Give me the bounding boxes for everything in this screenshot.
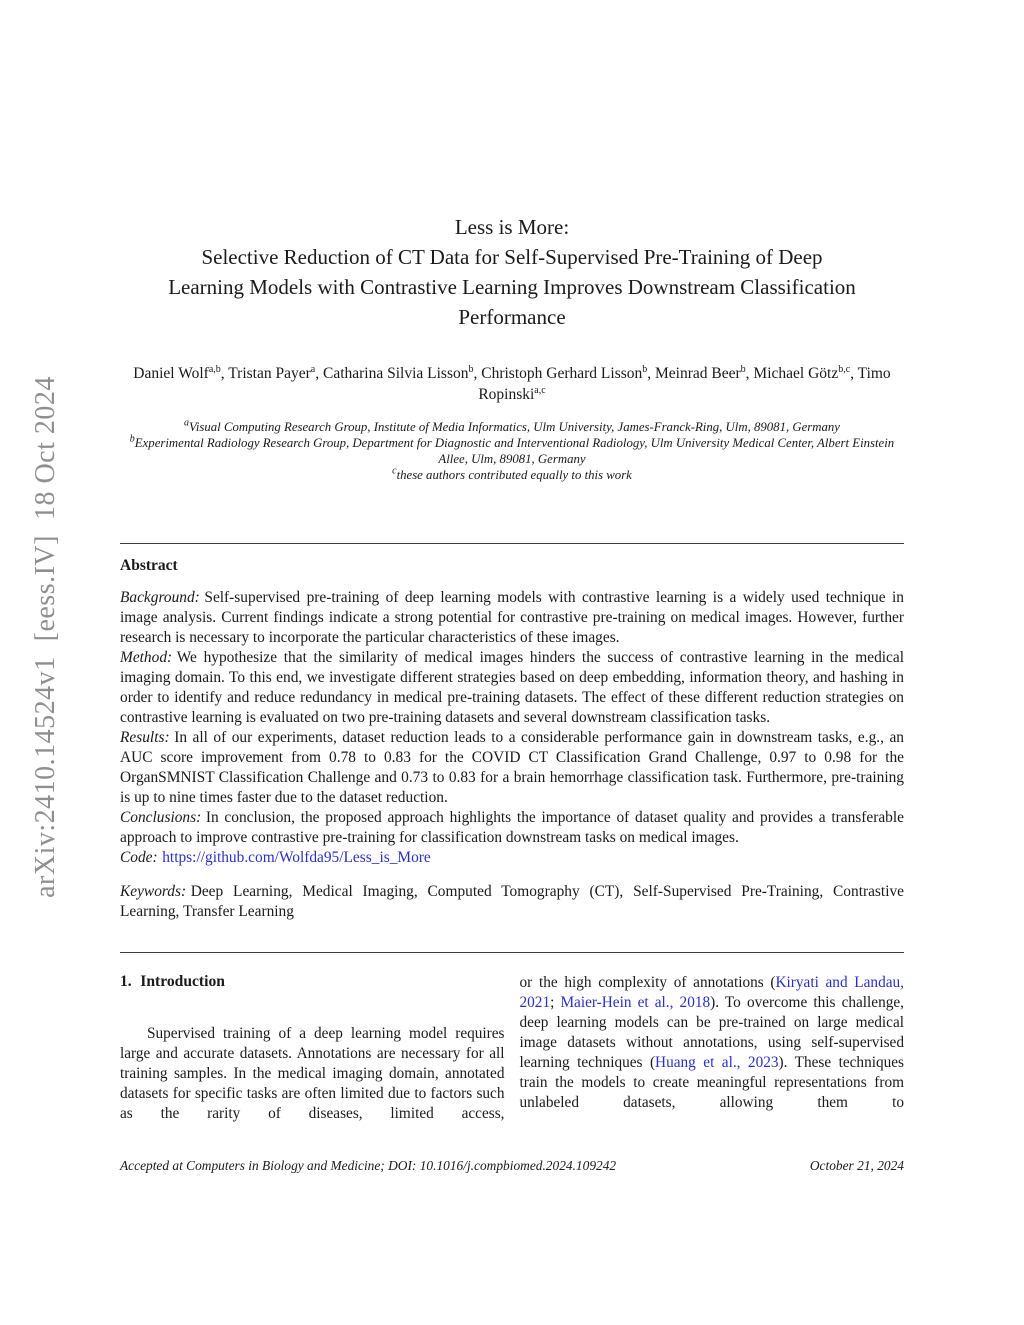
affil-text: Visual Computing Research Group, Institute of Media Informatics, Ulm University, James-Franck-Ring, Ulm, 89081, Germany bbox=[188, 420, 840, 434]
introduction-section bbox=[120, 973, 904, 1124]
section-title: Introduction bbox=[140, 973, 225, 990]
affil-mark: c bbox=[392, 465, 397, 477]
affil-mark: b bbox=[129, 433, 135, 445]
body-text: or the high complexity of annotations ( bbox=[519, 974, 776, 991]
body-text: ; bbox=[550, 994, 561, 1011]
paragraph-label: Background: bbox=[120, 589, 200, 606]
abstract-background bbox=[120, 588, 904, 648]
arxiv-watermark bbox=[0, 376, 94, 928]
author-affil-mark: b,c bbox=[838, 363, 851, 375]
code-line bbox=[120, 848, 904, 868]
paragraph-text: We hypothesize that the similarity of medical images hinders the success of contrastive learning in the medical imaging domain. To this end, we investigate different strategies based on deep embedding, information theory, and hashing in order to identify and reduce redundancy in medical pre-training datasets. The effect of these different reduction strategies on contrastive learning is evaluated on two pre-training datasets and several downstream classification tasks. bbox=[120, 649, 904, 726]
author-name: , Michael Götz bbox=[745, 365, 839, 382]
author-affil-mark: a bbox=[310, 363, 316, 375]
affil-text: these authors contributed equally to this work bbox=[396, 468, 632, 482]
code-repository-link[interactable]: https://github.com/Wolfda95/Less_is_More bbox=[162, 849, 431, 866]
author-name: Daniel Wolf bbox=[133, 365, 209, 382]
affil-text: Experimental Radiology Research Group, Department for Diagnostic and Interventional Radiology, Ulm University Medical Center, Albert Einstein Allee, Ulm, 89081, Germany bbox=[134, 436, 895, 466]
paragraph-label: Results: bbox=[120, 729, 170, 746]
author-name: , Tristan Payer bbox=[220, 365, 311, 382]
title-line: Performance bbox=[458, 305, 566, 329]
keywords-label: Keywords: bbox=[120, 883, 187, 900]
author-affil-mark: b bbox=[740, 363, 746, 375]
abstract-method bbox=[120, 648, 904, 728]
section-number: 1. bbox=[120, 973, 132, 990]
author-name: , Catharina Silvia Lisson bbox=[315, 365, 469, 382]
abstract-results bbox=[120, 728, 904, 808]
divider-bottom bbox=[120, 952, 904, 953]
keywords-text: Deep Learning, Medical Imaging, Computed Tomography (CT), Self-Supervised Pre-Training, Contrastive Learning, Transfer Learning bbox=[120, 883, 904, 920]
paragraph-text: In all of our experiments, dataset reduction leads to a considerable performance gain in downstream tasks, e.g., an AUC score improvement from 0.78 to 0.83 for the COVID CT Classification Grand Challenge, 0.97 to 0.98 for the OrganSMNIST Classification Challenge and 0.73 to 0.83 for a brain hemorrhage classification task. Furthermore, pre-training is up to nine times faster due to the dataset reduction. bbox=[120, 729, 904, 806]
title-line: Learning Models with Contrastive Learning Improves Downstream Classification bbox=[168, 275, 856, 299]
divider-top bbox=[120, 543, 904, 544]
title-line: Less is More: bbox=[454, 215, 570, 239]
footer-acceptance-note: Accepted at Computers in Biology and Medicine; DOI: 10.1016/j.compbiomed.2024.109242 bbox=[120, 1158, 617, 1173]
paragraph-label: Conclusions: bbox=[120, 809, 202, 826]
abstract-heading: Abstract bbox=[120, 557, 178, 574]
abstract-conclusions bbox=[120, 808, 904, 848]
author-affil-mark: b bbox=[468, 363, 474, 375]
author-affil-mark: a,c bbox=[534, 384, 546, 396]
body-text: ). These techniques train the models to create meaningful representations from unlabeled datasets, allowing them to bbox=[519, 1054, 905, 1111]
author-name: , Timo Ropinski bbox=[478, 365, 891, 403]
affiliations bbox=[120, 419, 904, 483]
affiliation-c bbox=[120, 467, 904, 483]
page-footer bbox=[120, 1158, 904, 1174]
affil-mark: a bbox=[183, 417, 189, 429]
paragraph-text: In conclusion, the proposed approach highlights the importance of dataset quality and provides a transferable approach to improve contrastive pre-training for classification downstream tasks on medical images. bbox=[120, 809, 904, 846]
author-affil-mark: a,b bbox=[208, 363, 221, 375]
citation-link[interactable]: Huang et al., 2023 bbox=[655, 1054, 779, 1071]
citation-link[interactable]: Maier-Hein et al., 2018 bbox=[560, 994, 711, 1011]
author-affil-mark: b bbox=[642, 363, 648, 375]
author-name: , Christoph Gerhard Lisson bbox=[473, 365, 643, 382]
citation-link[interactable]: Kiryati and Landau, 2021 bbox=[519, 974, 904, 1011]
intro-right-column bbox=[520, 973, 905, 1124]
keywords-line bbox=[120, 882, 904, 922]
title-line: Selective Reduction of CT Data for Self-Supervised Pre-Training of Deep bbox=[201, 245, 823, 269]
abstract-section bbox=[120, 557, 904, 922]
affiliation-b bbox=[120, 435, 904, 467]
paper-title bbox=[120, 212, 904, 332]
author-list bbox=[120, 363, 904, 405]
paragraph-label: Method: bbox=[120, 649, 173, 666]
paragraph-text: Self-supervised pre-training of deep learning models with contrastive learning is a widely used technique in image analysis. Current findings indicate a strong potential for contrastive pre-training on medical images. However, further research is necessary to incorporate the particular characteristics of these images. bbox=[120, 589, 904, 646]
body-text: ). To overcome this challenge, deep learning models can be pre-trained on large medical image datasets without annotations, using self-supervised learning techniques ( bbox=[519, 994, 904, 1071]
author-name: , Meinrad Beer bbox=[647, 365, 741, 382]
intro-paragraph-left: Supervised training of a deep learning model requires large and accurate datasets. Annotations are necessary for all training samples. In the medical imaging domain, annotated datasets for specific tasks are often limited due to factors such as the rarity of diseases, limited access, bbox=[120, 1025, 505, 1122]
intro-left-column bbox=[120, 973, 505, 1124]
paper-content bbox=[120, 0, 904, 1325]
arxiv-id-text: arXiv:2410.14524v1 [eess.IV] 18 Oct 2024 bbox=[30, 376, 61, 898]
intro-paragraph-right bbox=[520, 973, 905, 1113]
affiliation-a bbox=[120, 419, 904, 435]
paragraph-label: Code: bbox=[120, 849, 158, 866]
footer-date: October 21, 2024 bbox=[809, 1158, 904, 1173]
section-heading-introduction bbox=[120, 973, 505, 991]
